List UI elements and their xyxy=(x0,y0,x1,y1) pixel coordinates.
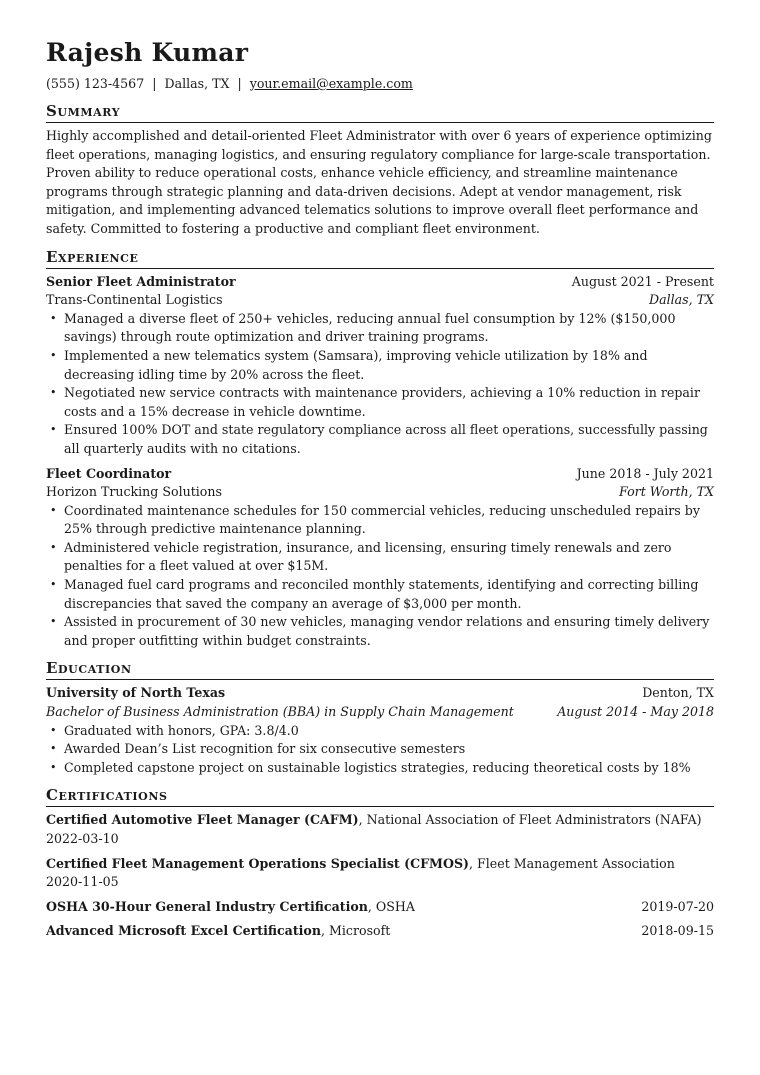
certifications-heading: Certifications xyxy=(46,785,714,807)
job-header xyxy=(46,465,714,484)
certification-line xyxy=(46,922,641,941)
job-entry xyxy=(46,273,714,459)
certification-date: 2018-09-15 xyxy=(641,923,714,939)
degree-name: Bachelor of Business Administration (BBA) in Supply Chain Management xyxy=(46,704,514,720)
certification-date: 2020-11-05 xyxy=(46,874,119,890)
certification-name: Certified Fleet Management Operations Specialist (CFMOS) xyxy=(46,855,470,871)
certification-issuer: , Fleet Management Association xyxy=(469,855,675,871)
certification-entry xyxy=(46,811,714,848)
job-location: Dallas, TX xyxy=(648,292,714,308)
education-header xyxy=(46,684,714,703)
job-entry xyxy=(46,465,714,651)
list-item: • Awarded Dean’s List recognition for six consecutive semesters xyxy=(64,740,714,759)
education-subheader xyxy=(46,703,714,722)
education-dates: August 2014 - May 2018 xyxy=(557,704,714,720)
job-role: Fleet Coordinator xyxy=(46,465,172,481)
certification-name: Advanced Microsoft Excel Certification xyxy=(46,923,321,939)
certification-entry xyxy=(46,922,714,941)
education-section xyxy=(46,658,714,777)
job-subheader xyxy=(46,483,714,502)
job-role: Senior Fleet Administrator xyxy=(46,273,236,289)
list-item: • Managed a diverse fleet of 250+ vehicles, reducing annual fuel consumption by 12% ($150,000 savings) through route optimization and driver training programs. xyxy=(64,310,714,347)
job-dates: August 2021 - Present xyxy=(571,273,714,289)
job-header xyxy=(46,273,714,292)
certification-line xyxy=(46,855,714,874)
job-location: Fort Worth, TX xyxy=(619,484,714,500)
certification-issuer: , National Association of Fleet Administrators (NAFA) xyxy=(358,812,702,828)
contact-separator: | xyxy=(152,76,157,91)
list-item: • Coordinated maintenance schedules for 150 commercial vehicles, reducing unscheduled repairs by 25% through predictive maintenance planning. xyxy=(64,502,714,539)
education-bullets xyxy=(46,722,714,778)
certification-issuer: , OSHA xyxy=(367,898,415,914)
summary-text: Highly accomplished and detail-oriented Fleet Administrator with over 6 years of experience optimizing fleet operations, managing logistics, and ensuring regulatory compliance for large-scale transportation. Proven ability to reduce operational costs, enhance vehicle efficiency, and streamline maintenance programs through strategic planning and data-driven decisions. Adept at vendor management, risk mitigation, and implementing advanced telematics solutions to improve overall fleet performance and safety. Committed to fostering a productive and compliant fleet environment. xyxy=(46,128,712,236)
certification-issuer: , Microsoft xyxy=(321,923,391,939)
school-name: University of North Texas xyxy=(46,685,226,701)
experience-section xyxy=(46,247,714,651)
job-bullets xyxy=(46,502,714,651)
summary-heading: Summary xyxy=(46,101,714,123)
certification-entry xyxy=(46,855,714,892)
list-item: • Ensured 100% DOT and state regulatory compliance across all fleet operations, successfully passing all quarterly audits with no citations. xyxy=(64,421,714,458)
list-item: • Managed fuel card programs and reconciled monthly statements, identifying and correcting billing discrepancies that saved the company an average of $3,000 per month. xyxy=(64,576,714,613)
job-dates: June 2018 - July 2021 xyxy=(576,465,714,481)
certification-date: 2022-03-10 xyxy=(46,831,119,846)
certification-name: OSHA 30-Hour General Industry Certification xyxy=(46,898,368,914)
job-company: Horizon Trucking Solutions xyxy=(46,484,222,500)
location: Dallas, TX xyxy=(164,76,230,91)
job-subheader xyxy=(46,291,714,310)
education-heading: Education xyxy=(46,658,714,680)
certification-name: Certified Automotive Fleet Manager (CAFM) xyxy=(46,812,359,828)
certification-entry xyxy=(46,898,714,917)
job-bullets xyxy=(46,310,714,459)
job-company: Trans-Continental Logistics xyxy=(46,292,223,308)
phone-number: (555) 123-4567 xyxy=(46,76,145,91)
list-item: • Completed capstone project on sustainable logistics strategies, reducing theoretical costs by 18% xyxy=(64,759,714,778)
contact-separator: | xyxy=(237,76,242,91)
certification-line xyxy=(46,898,641,917)
list-item: • Graduated with honors, GPA: 3.8/4.0 xyxy=(64,722,714,741)
list-item: • Negotiated new service contracts with maintenance providers, achieving a 10% reduction in repair costs and a 15% decrease in vehicle downtime. xyxy=(64,384,714,421)
email-link[interactable]: your.email@example.com xyxy=(249,76,413,91)
experience-heading: Experience xyxy=(46,247,714,269)
certification-line xyxy=(46,811,714,830)
contact-line xyxy=(46,75,714,93)
certification-date: 2019-07-20 xyxy=(641,898,714,914)
list-item: • Implemented a new telematics system (Samsara), improving vehicle utilization by 18% and decreasing idling time by 20% across the fleet. xyxy=(64,347,714,384)
school-location: Denton, TX xyxy=(642,685,714,701)
list-item: • Assisted in procurement of 30 new vehicles, managing vendor relations and ensuring timely delivery and proper outfitting within budget constraints. xyxy=(64,613,714,650)
list-item: • Administered vehicle registration, insurance, and licensing, ensuring timely renewals and zero penalties for a fleet valued at over $15M. xyxy=(64,539,714,576)
candidate-name: Rajesh Kumar xyxy=(46,38,249,67)
certifications-section xyxy=(46,785,714,941)
summary-section xyxy=(46,101,714,239)
